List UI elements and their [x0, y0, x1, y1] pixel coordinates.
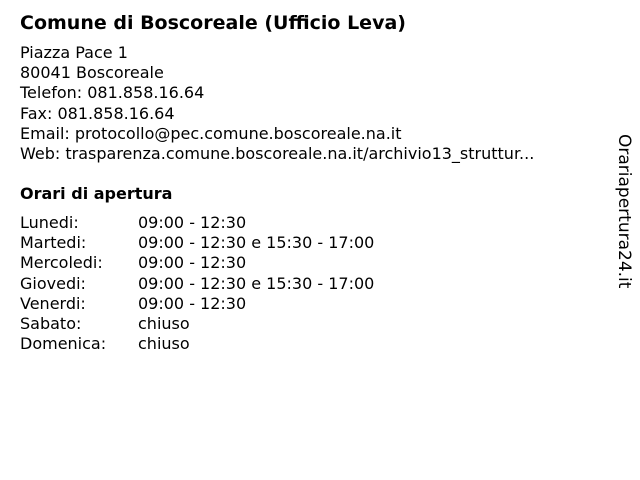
watermark-text: Orariapertura24.it — [614, 134, 634, 289]
fax-number: Fax: 081.858.16.64 — [20, 103, 175, 123]
day-label: Domenica: — [20, 334, 107, 354]
page-title: Comune di Boscoreale (Ufficio Leva) — [20, 12, 406, 34]
day-label: Sabato: — [20, 313, 82, 333]
address-city: 80041 Boscoreale — [20, 63, 164, 83]
day-hours: chiuso — [138, 334, 190, 354]
website-link: Web: trasparenza.comune.boscoreale.na.it/archivio13_struttur... — [20, 143, 535, 163]
day-label: Lunedi: — [20, 213, 79, 232]
phone-number: Telefon: 081.858.16.64 — [20, 83, 205, 103]
day-hours: 09:00 - 12:30 — [138, 213, 247, 232]
site-watermark — [611, 134, 635, 310]
day-label: Mercoledi: — [20, 253, 103, 273]
day-hours: 09:00 - 12:30 — [138, 293, 247, 313]
day-label: Giovedi: — [20, 273, 86, 293]
day-label: Martedi: — [20, 233, 87, 253]
day-hours: 09:00 - 12:30 e 15:30 - 17:00 — [138, 273, 375, 293]
opening-hours-heading: Orari di apertura — [20, 184, 173, 203]
email-address: Email: protocollo@pec.comune.boscoreale.na.it — [20, 123, 402, 143]
day-hours: chiuso — [138, 313, 190, 333]
address-street: Piazza Pace 1 — [20, 43, 128, 62]
day-label: Venerdi: — [20, 293, 86, 313]
contact-info — [20, 43, 534, 164]
day-hours: 09:00 - 12:30 — [138, 253, 247, 273]
day-hours: 09:00 - 12:30 e 15:30 - 17:00 — [138, 233, 375, 253]
